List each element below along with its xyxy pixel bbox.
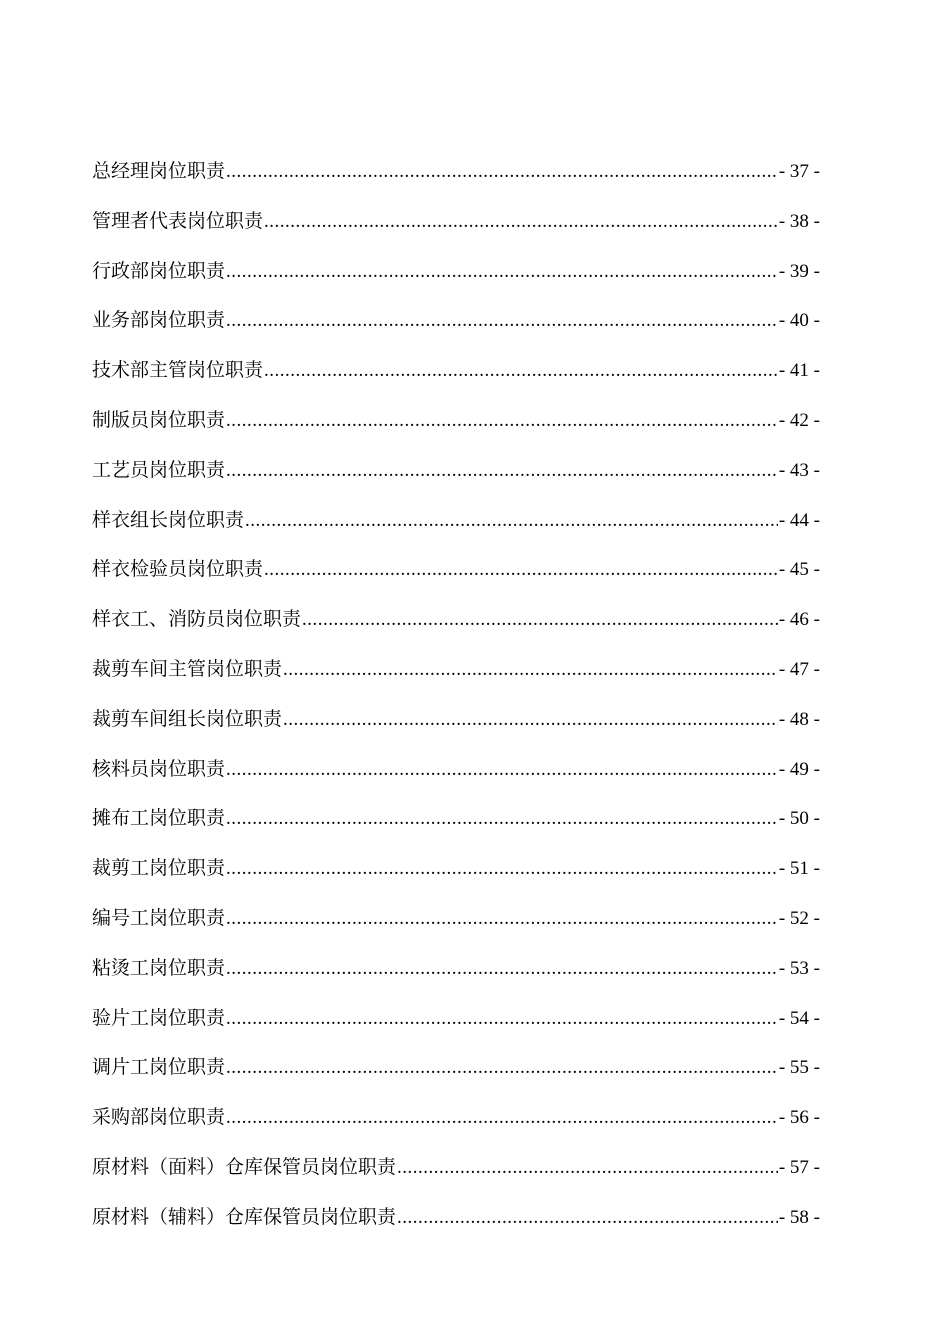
toc-entry-page-number: - 43 - bbox=[778, 459, 820, 481]
toc-dot-leader bbox=[283, 705, 778, 735]
toc-entry-title: 粘烫工岗位职责 bbox=[92, 957, 226, 979]
toc-entry-page-number: - 39 - bbox=[778, 260, 820, 282]
toc-entry-title: 核料员岗位职责 bbox=[92, 758, 226, 780]
toc-entry-page-number: - 57 - bbox=[778, 1156, 820, 1178]
toc-entry-page-number: - 51 - bbox=[778, 858, 820, 880]
toc-dot-leader bbox=[226, 456, 778, 486]
toc-dot-leader bbox=[226, 257, 778, 287]
toc-entry-title: 管理者代表岗位职责 bbox=[92, 210, 264, 232]
toc-entry-title: 调片工岗位职责 bbox=[92, 1057, 226, 1079]
toc-entry[interactable] bbox=[92, 207, 820, 257]
toc-entry-title: 裁剪工岗位职责 bbox=[92, 858, 226, 880]
toc-entry[interactable] bbox=[92, 804, 820, 854]
toc-dot-leader bbox=[226, 804, 778, 834]
toc-entry-page-number: - 44 - bbox=[778, 509, 820, 531]
toc-entry[interactable] bbox=[92, 456, 820, 506]
toc-dot-leader bbox=[397, 1203, 778, 1233]
toc-entry-title: 样衣组长岗位职责 bbox=[92, 509, 245, 531]
toc-dot-leader bbox=[226, 406, 778, 436]
toc-dot-leader bbox=[245, 506, 778, 536]
toc-entry-title: 原材料（面料）仓库保管员岗位职责 bbox=[92, 1156, 397, 1178]
toc-entry-page-number: - 42 - bbox=[778, 409, 820, 431]
toc-dot-leader bbox=[264, 555, 778, 585]
toc-entry-page-number: - 53 - bbox=[778, 957, 820, 979]
toc-entry-title: 裁剪车间组长岗位职责 bbox=[92, 708, 283, 730]
toc-entry-page-number: - 55 - bbox=[778, 1057, 820, 1079]
toc-entry-title: 制版员岗位职责 bbox=[92, 409, 226, 431]
toc-entry[interactable] bbox=[92, 705, 820, 755]
toc-entry[interactable] bbox=[92, 555, 820, 605]
toc-dot-leader bbox=[264, 356, 778, 386]
toc-entry-page-number: - 50 - bbox=[778, 808, 820, 830]
toc-dot-leader bbox=[226, 1103, 778, 1133]
toc-entry[interactable] bbox=[92, 1004, 820, 1054]
toc-entry[interactable] bbox=[92, 257, 820, 307]
toc-entry-title: 样衣检验员岗位职责 bbox=[92, 559, 264, 581]
toc-entry-title: 原材料（辅料）仓库保管员岗位职责 bbox=[92, 1206, 397, 1228]
toc-dot-leader bbox=[397, 1153, 778, 1183]
toc-entry[interactable] bbox=[92, 306, 820, 356]
toc-dot-leader bbox=[226, 157, 778, 187]
toc-entry-page-number: - 40 - bbox=[778, 310, 820, 332]
toc-entry[interactable] bbox=[92, 1153, 820, 1203]
toc-entry-title: 行政部岗位职责 bbox=[92, 260, 226, 282]
toc-entry-page-number: - 47 - bbox=[778, 658, 820, 680]
toc-entry[interactable] bbox=[92, 605, 820, 655]
toc-entry[interactable] bbox=[92, 1203, 820, 1253]
toc-entry[interactable] bbox=[92, 655, 820, 705]
toc-entry-title: 总经理岗位职责 bbox=[92, 161, 226, 182]
toc-dot-leader bbox=[226, 1053, 778, 1083]
toc-entry[interactable] bbox=[92, 157, 820, 207]
toc-dot-leader bbox=[226, 1004, 778, 1034]
toc-entry[interactable] bbox=[92, 954, 820, 1004]
toc-dot-leader bbox=[283, 655, 778, 685]
toc-entry-page-number: - 52 - bbox=[778, 907, 820, 929]
toc-entry[interactable] bbox=[92, 356, 820, 406]
toc-entry-title: 技术部主管岗位职责 bbox=[92, 360, 264, 382]
toc-entry-title: 摊布工岗位职责 bbox=[92, 808, 226, 830]
toc-dot-leader bbox=[226, 854, 778, 884]
toc-entry-page-number: - 54 - bbox=[778, 1007, 820, 1029]
toc-entry-page-number: - 45 - bbox=[778, 559, 820, 581]
toc-entry-title: 样衣工、消防员岗位职责 bbox=[92, 609, 302, 631]
toc-entry-title: 业务部岗位职责 bbox=[92, 310, 226, 332]
toc-dot-leader bbox=[264, 207, 778, 237]
toc-dot-leader bbox=[226, 306, 778, 336]
toc-entry[interactable] bbox=[92, 1103, 820, 1153]
toc-dot-leader bbox=[302, 605, 778, 635]
toc-entry[interactable] bbox=[92, 1053, 820, 1103]
toc-entry[interactable] bbox=[92, 406, 820, 456]
toc-entry-title: 采购部岗位职责 bbox=[92, 1107, 226, 1129]
toc-entry-page-number: - 37 - bbox=[778, 161, 820, 182]
toc-entry[interactable] bbox=[92, 854, 820, 904]
toc-entry[interactable] bbox=[92, 755, 820, 805]
toc-entry-page-number: - 58 - bbox=[778, 1206, 820, 1228]
toc-dot-leader bbox=[226, 954, 778, 984]
table-of-contents bbox=[92, 157, 820, 1253]
toc-entry[interactable] bbox=[92, 506, 820, 556]
toc-entry-title: 编号工岗位职责 bbox=[92, 907, 226, 929]
toc-entry[interactable] bbox=[92, 904, 820, 954]
toc-entry-title: 验片工岗位职责 bbox=[92, 1007, 226, 1029]
toc-entry-page-number: - 38 - bbox=[778, 210, 820, 232]
toc-entry-page-number: - 46 - bbox=[778, 609, 820, 631]
toc-entry-page-number: - 49 - bbox=[778, 758, 820, 780]
toc-dot-leader bbox=[226, 755, 778, 785]
toc-entry-title: 工艺员岗位职责 bbox=[92, 459, 226, 481]
toc-entry-title: 裁剪车间主管岗位职责 bbox=[92, 658, 283, 680]
toc-entry-page-number: - 48 - bbox=[778, 708, 820, 730]
toc-entry-page-number: - 56 - bbox=[778, 1107, 820, 1129]
toc-entry-page-number: - 41 - bbox=[778, 360, 820, 382]
toc-dot-leader bbox=[226, 904, 778, 934]
